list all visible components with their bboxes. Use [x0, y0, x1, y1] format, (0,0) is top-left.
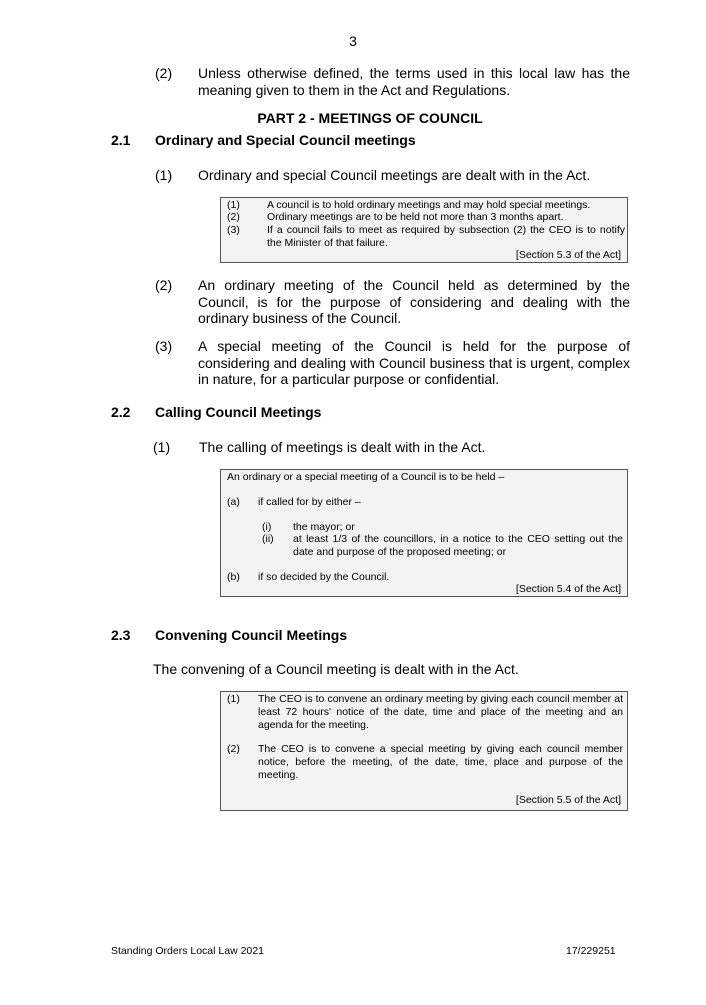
- quote-item-text: Ordinary meetings are to be held not more than 3 months apart.: [267, 211, 564, 223]
- page-number: 3: [349, 33, 357, 49]
- s22-p1-number: (1): [153, 439, 171, 455]
- intro-number: (2): [155, 65, 173, 81]
- section-2-3-title: Convening Council Meetings: [155, 627, 348, 643]
- footer-document-reference: 17/229251: [566, 945, 616, 957]
- section-2-2-title: Calling Council Meetings: [155, 404, 322, 420]
- act-section-reference: [Section 5.5 of the Act]: [515, 794, 621, 806]
- s22-p1-text: The calling of meetings is dealt with in the Act.: [199, 439, 486, 455]
- quote-item-number: (a): [227, 496, 240, 508]
- section-2-1-title: Ordinary and Special Council meetings: [155, 132, 416, 148]
- act-section-reference: [Section 5.4 of the Act]: [515, 583, 621, 595]
- quote-subitem-number: (ii): [262, 533, 274, 545]
- s21-p1-text: Ordinary and special Council meetings are dealt with in the Act.: [198, 167, 591, 183]
- act-section-reference: [Section 5.3 of the Act]: [515, 249, 621, 261]
- section-2-2-number: 2.2: [111, 404, 131, 420]
- quote-item-text: The CEO is to convene an ordinary meeting by giving each council member at least 72 hours' notice of the date, time and place of the meeting and an agenda for the meeting.: [258, 693, 623, 731]
- quote-item-text: The CEO is to convene a special meeting by giving each council member notice, before the meeting, of the date, time, place and purpose of the meeting.: [258, 743, 623, 781]
- s21-p2-text: An ordinary meeting of the Council held as determined by the Council, is for the purpose of considering and dealing with the ordinary business of the Council.: [198, 277, 630, 326]
- s21-p3-text: A special meeting of the Council is held for the purpose of considering and dealing with Council business that is urgent, complex in nature, for a particular purpose or confidential.: [198, 338, 630, 387]
- quote-lead-text: An ordinary or a special meeting of a Council is to be held –: [227, 471, 505, 483]
- quote-item-number: (1): [227, 199, 240, 211]
- footer-document-title: Standing Orders Local Law 2021: [111, 945, 264, 957]
- section-2-3-number: 2.3: [111, 627, 131, 643]
- quote-item-text: if called for by either –: [258, 496, 361, 508]
- part-title: PART 2 - MEETINGS OF COUNCIL: [257, 110, 483, 126]
- quote-item-number: (2): [227, 743, 240, 755]
- s21-p2-number: (2): [155, 277, 173, 293]
- intro-text: Unless otherwise defined, the terms used in this local law has the meaning given to them in the Act and Regulations.: [198, 65, 630, 98]
- quote-item-number: (b): [227, 571, 240, 583]
- quote-item-text: If a council fails to meet as required by subsection (2) the CEO is to notify the Minister of that failure.: [267, 224, 625, 249]
- act-quote-box-5-4: [220, 469, 628, 597]
- quote-subitem-text: at least 1/3 of the councillors, in a notice to the CEO setting out the date and purpose of the proposed meeting; or: [293, 533, 623, 558]
- quote-item-text: A council is to hold ordinary meetings and may hold special meetings.: [267, 199, 591, 211]
- quote-item-number: (1): [227, 693, 240, 705]
- section-2-1-number: 2.1: [111, 132, 131, 148]
- quote-subitem-text: the mayor; or: [293, 521, 355, 533]
- quote-item-number: (3): [227, 224, 240, 236]
- s23-intro-text: The convening of a Council meeting is dealt with in the Act.: [153, 661, 519, 677]
- s21-p1-number: (1): [155, 167, 173, 183]
- quote-item-text: if so decided by the Council.: [258, 571, 390, 583]
- s21-p3-number: (3): [155, 338, 173, 354]
- quote-subitem-number: (i): [262, 521, 272, 533]
- act-quote-box-5-3: [220, 197, 628, 263]
- act-quote-box-5-5: [220, 691, 628, 811]
- quote-item-number: (2): [227, 211, 240, 223]
